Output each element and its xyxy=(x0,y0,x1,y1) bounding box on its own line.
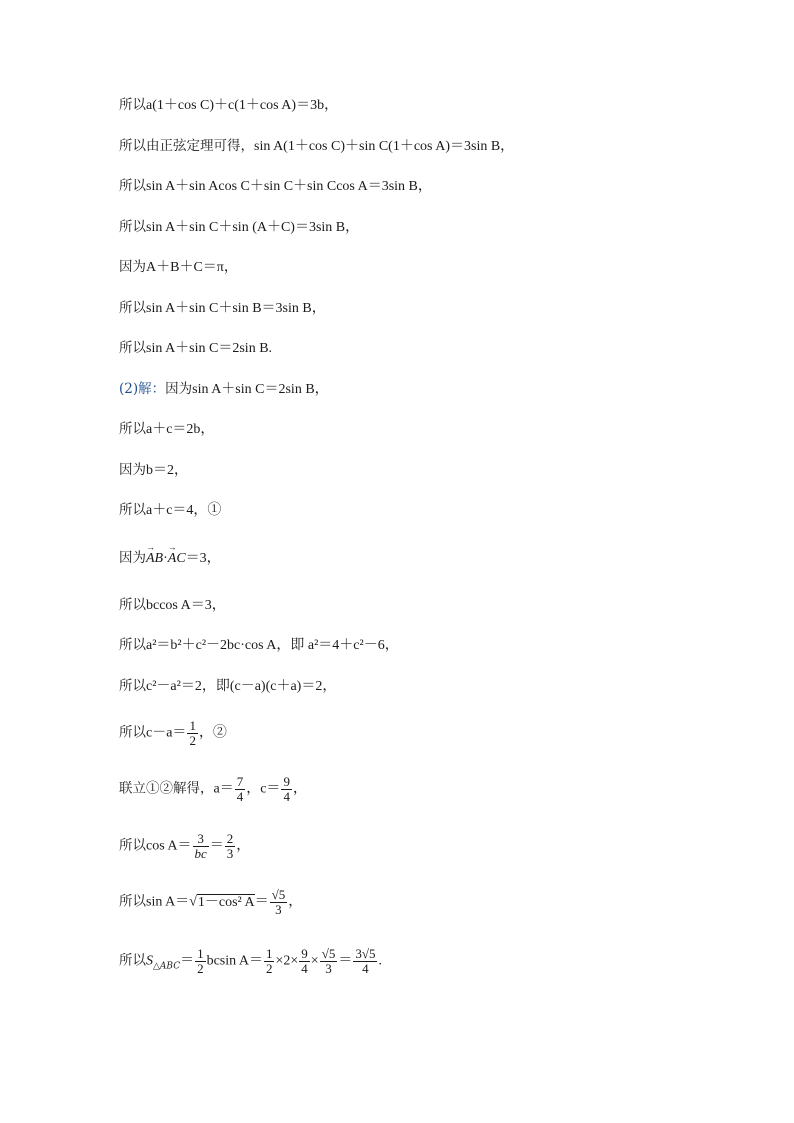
line-3 xyxy=(119,180,432,194)
line-math: ＝ xyxy=(338,953,353,969)
line-prefix: 所以 xyxy=(119,678,146,694)
line-math: sin A＋sin C＝2sin B， xyxy=(192,382,329,397)
line-prefix: 因为 xyxy=(165,381,193,397)
line-10 xyxy=(119,464,188,478)
fraction xyxy=(320,947,338,975)
line-math: c－a＝ xyxy=(146,725,187,741)
denominator: 2 xyxy=(197,960,204,976)
line-math: sin A＋sin C＋sin (A＋C)＝3sin B， xyxy=(146,220,360,235)
fraction xyxy=(264,947,275,975)
line-math: bcsin A＝ xyxy=(206,953,263,969)
numerator: 1 xyxy=(197,946,204,961)
line-math: sin A(1＋cos C)＋sin C(1＋cos A)＝3sin B， xyxy=(254,139,515,154)
line-14 xyxy=(119,639,399,653)
line-prefix: 所以 xyxy=(119,219,146,235)
line-5 xyxy=(119,261,238,275)
line-prefix: 所以 xyxy=(119,178,146,194)
line-math: sin A＋sin Acos C＋sin C＋sin Ccos A＝3sin B， xyxy=(146,179,432,194)
line-math: a＋c＝2b， xyxy=(146,422,215,437)
sqrt-sign: √ xyxy=(189,894,197,910)
line-11 xyxy=(119,504,221,518)
fraction xyxy=(225,832,236,860)
line-math: × xyxy=(310,953,319,969)
line-prefix: 联立①②解得， xyxy=(119,780,214,797)
numerator: √5 xyxy=(271,887,286,902)
fraction xyxy=(193,832,209,860)
line-20 xyxy=(119,947,382,975)
line-prefix: 所以 xyxy=(119,502,146,518)
fraction xyxy=(195,947,206,975)
line-math: sin A＋sin C＋sin B＝3sin B， xyxy=(146,301,326,316)
denominator: 4 xyxy=(283,788,290,804)
vector-ac: → AC xyxy=(168,552,186,566)
line-prefix: 因为 xyxy=(119,462,146,478)
line-4 xyxy=(119,221,359,235)
line-math: bccos A＝3， xyxy=(146,598,226,613)
fraction xyxy=(235,775,246,803)
line-math: ， xyxy=(236,838,251,854)
denominator: 2 xyxy=(265,960,273,976)
area-subscript: △ABC xyxy=(153,961,181,972)
numerator: 2 xyxy=(226,831,234,846)
vector-ab: → AB xyxy=(146,552,163,566)
line-math: ， xyxy=(292,781,307,797)
line-math: a＝ xyxy=(213,781,234,797)
fraction xyxy=(353,947,377,975)
line-16 xyxy=(119,719,227,747)
line-math: ，② xyxy=(198,725,227,741)
line-2 xyxy=(119,140,514,154)
line-prefix: 所以 xyxy=(119,893,146,910)
fraction xyxy=(281,775,292,803)
line-prefix: 所以 xyxy=(119,421,146,437)
numerator: 9 xyxy=(283,774,290,789)
line-17 xyxy=(119,775,307,803)
line-8 xyxy=(119,383,329,397)
line-prefix: 所以 xyxy=(119,637,146,653)
line-math: a(1＋cos C)＋c(1＋cos A)＝3b， xyxy=(146,98,339,113)
dot-operator: · xyxy=(163,551,168,566)
line-prefix: 所以由正弦定理可得， xyxy=(119,138,254,154)
part-label: (2)解： xyxy=(119,381,166,397)
line-prefix: 所以 xyxy=(119,340,146,356)
denominator: bc xyxy=(194,845,207,861)
line-math: sin A＝ xyxy=(146,894,190,910)
line-6 xyxy=(119,302,326,316)
denominator: 3 xyxy=(325,960,332,976)
denominator: 4 xyxy=(236,788,244,804)
line-12 xyxy=(119,552,221,566)
numerator: √5 xyxy=(321,946,336,961)
line-1 xyxy=(119,99,338,113)
line-13 xyxy=(119,599,226,613)
denominator: 2 xyxy=(189,732,196,748)
denominator: 3 xyxy=(226,845,234,861)
line-math: ， xyxy=(288,894,303,910)
radicand: 1－cos² A xyxy=(197,894,255,910)
area-symbol: S xyxy=(146,953,153,969)
line-math: a²＝b²＋c²－2bc·cos A，即 a²＝4＋c²－6， xyxy=(146,638,399,653)
denominator: 4 xyxy=(301,960,308,976)
line-prefix: 所以 xyxy=(119,300,146,316)
line-19 xyxy=(119,888,302,916)
denominator: 4 xyxy=(362,960,369,976)
line-math: cos A＝ xyxy=(146,838,192,854)
line-math: ＝ xyxy=(180,953,195,969)
denominator: 3 xyxy=(275,901,282,917)
line-math: ，c＝ xyxy=(246,781,281,797)
line-prefix: 所以 xyxy=(119,724,146,741)
numerator: 3 xyxy=(193,832,209,847)
numerator: 9 xyxy=(301,946,308,961)
fraction xyxy=(270,888,288,916)
numerator: 1 xyxy=(265,946,273,961)
line-prefix: 所以 xyxy=(119,597,146,613)
line-math: c²－a²＝2，即(c－a)(c＋a)＝2， xyxy=(146,679,337,694)
line-math: ×2× xyxy=(275,953,299,969)
line-math: ＝3， xyxy=(185,551,221,566)
line-math: . xyxy=(378,953,382,969)
line-math: A＋B＋C＝π， xyxy=(146,260,238,275)
numerator: 3√5 xyxy=(355,946,376,961)
line-9 xyxy=(119,423,214,437)
line-math: ＝ xyxy=(209,838,224,854)
numerator: 7 xyxy=(236,774,244,789)
line-7 xyxy=(119,342,272,356)
line-math: ＝ xyxy=(254,894,269,910)
line-18 xyxy=(119,832,250,860)
fraction xyxy=(299,947,310,975)
line-prefix: 因为 xyxy=(119,259,146,275)
line-math: b＝2， xyxy=(146,463,188,478)
line-prefix: 所以 xyxy=(119,837,146,854)
line-prefix: 所以 xyxy=(119,97,146,113)
line-math: a＋c＝4，① xyxy=(146,503,222,518)
numerator: 1 xyxy=(189,718,196,733)
line-prefix: 因为 xyxy=(119,550,146,566)
line-prefix: 所以 xyxy=(119,952,146,969)
line-15 xyxy=(119,680,336,694)
line-math: sin A＋sin C＝2sin B. xyxy=(146,341,273,356)
fraction xyxy=(187,719,198,747)
